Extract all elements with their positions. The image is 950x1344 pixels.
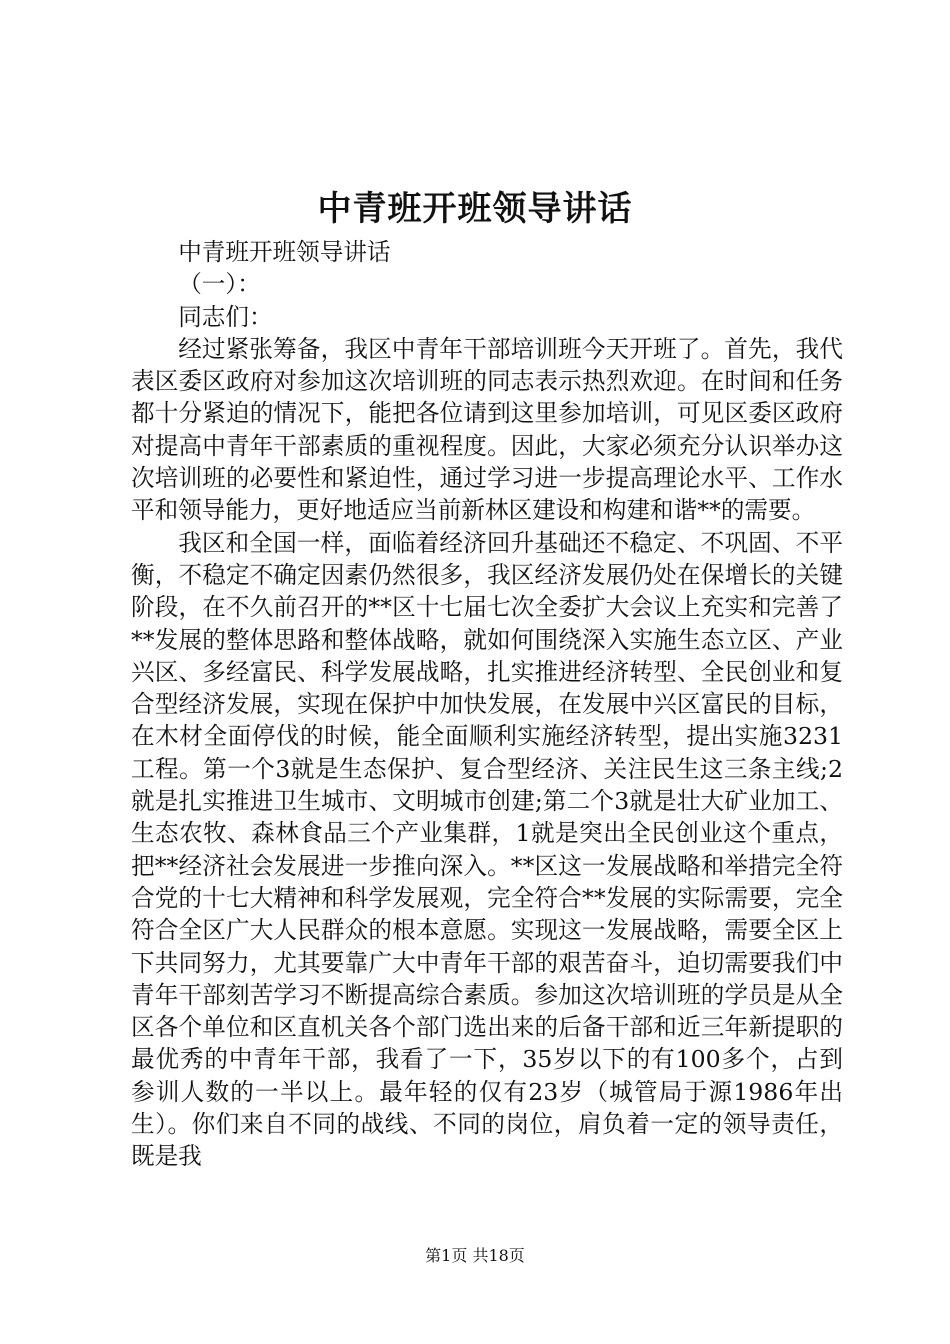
body-paragraph-subtitle: 中青班开班领导讲话: [178, 238, 391, 266]
page-footer: 第1页 共18页: [425, 1246, 525, 1265]
body-paragraph-salutation: 同志们：: [178, 302, 273, 331]
document-body: [131, 236, 843, 1173]
body-paragraph-section-number: （一）：: [178, 270, 261, 299]
document-title: 中青班开班领导讲话: [317, 189, 633, 229]
body-paragraph-development: 我区和全国一样，面临着经济回升基础还不稳定、不巩固、不平衡，不稳定不确定因素仍然很多，我区经济发展仍处在保增长的关键阶段，在不久前召开的**区十七届七次全委扩大会议上充实和完善了**发展的整体思路和整体战略，就如何围绕深入实施生态立区、产业兴区、多经富民、科学发展战略，扎实推进经济转型、全民创业和复合型经济发展，实现在保护中加快发展，在发展中兴区富民的目标，在木材全面停伐的时候，能全面顺利实施经济转型，提出实施3231工程。第一个3就是生态保护、复合型经济、关注民生这三条主线;2就是扎实推进卫生城市、文明城市创建;第二个3就是壮大矿业加工、生态农牧、森林食品三个产业集群，1就是突出全民创业这个重点，把**经济社会发展进一步推向深入。**区这一发展战略和举措完全符合党的十七大精神和科学发展观，完全符合**发展的实际需要，完全符合全区广大人民群众的根本意愿。实现这一发展战略，需要全区上下共同努力，尤其要靠广大中青年干部的艰苦奋斗，迫切需要我们中青年干部刻苦学习不断提高综合素质。参加这次培训班的学员是从全区各个单位和区直机关各个部门选出来的后备干部和近三年新提职的最优秀的中青年干部，我看了一下，35岁以下的有100多个，占到参训人数的一半以上。最年轻的仅有23岁（城管局于源1986年出生）。你们来自不同的战线、不同的岗位，肩负着一定的领导责任，既是我: [131, 528, 843, 1171]
body-paragraph-opening: 经过紧张筹备，我区中青年干部培训班今天开班了。首先，我代表区委区政府对参加这次培训班的同志表示热烈欢迎。在时间和任务都十分紧迫的情况下，能把各位请到这里参加培训，可见区委区政府对提高中青年干部素质的重视程度。因此，大家必须充分认识举办这次培训班的必要性和紧迫性，通过学习进一步提高理论水平、工作水平和领导能力，更好地适应当前新林区建设和构建和谐**的需要。: [131, 334, 843, 525]
